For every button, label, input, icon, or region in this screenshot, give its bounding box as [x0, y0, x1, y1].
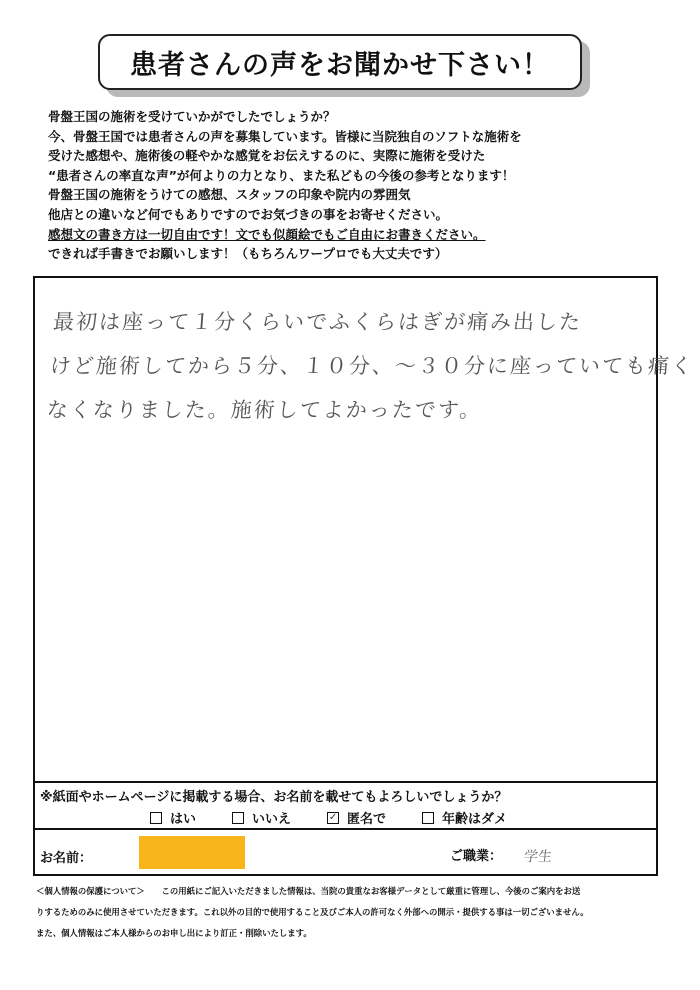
option-no[interactable]: [232, 808, 291, 827]
name-redaction: [139, 836, 245, 869]
option-anonymous[interactable]: [327, 808, 386, 827]
intro-line: 感想文の書き方は一切自由です！文でも似顔絵でもご自由にお書きください。: [48, 226, 486, 242]
occupation-label: ご職業：: [450, 849, 503, 864]
intro-line: 骨盤王国の施術を受けていかがでしたでしょうか？: [48, 109, 336, 124]
privacy-line: また、個人情報はご本人様からのお申し出により訂正・削除いたします。: [36, 928, 312, 938]
handwritten-comment: [45, 300, 695, 432]
option-label: 年齢はダメ: [442, 812, 508, 827]
comment-line: なくなりました。施術してよかったです。: [46, 398, 484, 422]
checkbox-checked[interactable]: ✓: [328, 811, 338, 823]
divider-line: [35, 828, 656, 830]
occupation-value: 学生: [523, 849, 553, 865]
intro-line: 他店との違いなど何でもありですのでお気づきの事をお寄せください。: [48, 206, 449, 222]
option-label: 匿名で: [347, 812, 387, 827]
option-label: いいえ: [252, 812, 292, 827]
title-box: [98, 34, 582, 90]
privacy-notice: [36, 881, 666, 944]
comment-line: 最初は座って１分くらいでふくらはぎが痛み出した: [52, 310, 583, 334]
option-yes[interactable]: [150, 808, 196, 827]
privacy-line: ＜個人情報の保護について＞ この用紙にご記入いただきました情報は、当院の貴重なお客様データとして厳重に管理し、今後のご案内をお送: [36, 886, 581, 896]
consent-options: [150, 808, 543, 827]
checkbox[interactable]: [232, 812, 244, 824]
intro-line: 受けた感想や、施術後の軽やかな感覚をお伝えするのに、実際に施術を受けた: [48, 148, 486, 164]
intro-line: 今、骨盤王国では患者さんの声を募集しています。皆様に当院独自のソフトな施術を: [48, 128, 522, 144]
consent-question: ※紙面やホームページに掲載する場合、お名前を載せてもよろしいでしょうか？: [40, 790, 508, 805]
option-no-age[interactable]: [422, 808, 507, 827]
page-title: 患者さんの声をお聞かせ下さい！: [130, 49, 550, 81]
checkbox[interactable]: [150, 812, 162, 824]
divider-line: [35, 781, 656, 783]
intro-text: [48, 107, 668, 264]
intro-line: “患者さんの率直な声”が何よりの力となり、また私どもの今後の参考となります！: [48, 167, 515, 183]
intro-line: 骨盤王国の施術をうけての感想、スタッフの印象や院内の雰囲気: [48, 187, 411, 203]
option-label: はい: [170, 812, 197, 827]
intro-line: できれば手書きでお願いします！（もちろんワープロでも大丈夫です）: [48, 246, 448, 262]
comment-line: けど施術してから５分、１０分、～３０分に座っていても痛く: [49, 354, 695, 378]
name-label: お名前：: [40, 851, 93, 866]
privacy-line: りするためのみに使用させていただきます。これ以外の目的で使用すること及びご本人の許可なく外部への開示・提供する事は一切ございません。: [36, 907, 589, 917]
checkbox[interactable]: [422, 812, 434, 824]
